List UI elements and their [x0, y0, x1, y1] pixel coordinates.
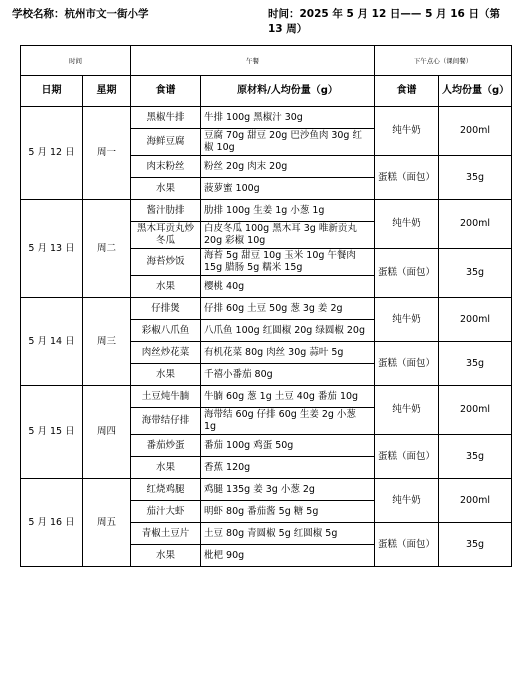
materials-cell: 土豆 80g 青圆椒 5g 红圆椒 5g: [201, 523, 375, 545]
snack-dish-cell: 纯牛奶: [375, 386, 439, 435]
period-label: 时间：: [268, 8, 300, 20]
snack-dish-cell: 纯牛奶: [375, 107, 439, 156]
materials-cell: 千禧小番茄 80g: [201, 364, 375, 386]
snack-amount-cell: 200ml: [439, 200, 512, 249]
dish-header: 食谱: [131, 76, 201, 107]
materials-cell: 仔排 60g 土豆 50g 葱 3g 姜 2g: [201, 298, 375, 320]
snack-dish-cell: 蛋糕（面包）: [375, 342, 439, 386]
snack-amount-cell: 35g: [439, 342, 512, 386]
materials-cell: 香蕉 120g: [201, 457, 375, 479]
snack-amount-cell: 200ml: [439, 386, 512, 435]
materials-cell: 明虾 80g 番茄酱 5g 糖 5g: [201, 501, 375, 523]
materials-cell: 菠萝蜜 100g: [201, 178, 375, 200]
dish-cell: 肉丝炒花菜: [131, 342, 201, 364]
dish-cell: 青椒土豆片: [131, 523, 201, 545]
date-cell: 5 月 14 日: [21, 298, 83, 386]
weekday-header: 星期: [83, 76, 131, 107]
school-label: 学校名称：: [12, 8, 65, 20]
dish-cell: 黑木耳贡丸炒冬瓜: [131, 222, 201, 249]
group-snack-header: 下午点心（课间餐）: [375, 46, 512, 76]
materials-cell: 枇杷 90g: [201, 545, 375, 567]
materials-cell: 鸡腿 135g 姜 3g 小葱 2g: [201, 479, 375, 501]
dish-cell: 酱汁肋排: [131, 200, 201, 222]
table-row: [21, 298, 512, 320]
dish-cell: 茄汁大虾: [131, 501, 201, 523]
period-value: 2025 年 5 月 12 日—— 5 月 16 日（第 13 周）: [268, 8, 500, 35]
weekday-cell: 周二: [83, 200, 131, 298]
snack-amount-cell: 200ml: [439, 107, 512, 156]
snack-dish-cell: 蛋糕（面包）: [375, 156, 439, 200]
snack-dish-cell: 蛋糕（面包）: [375, 523, 439, 567]
dish-cell: 番茄炒蛋: [131, 435, 201, 457]
dish-cell: 水果: [131, 457, 201, 479]
school-info: [12, 6, 149, 21]
snack-amount-cell: 35g: [439, 523, 512, 567]
dish-cell: 彩椒八爪鱼: [131, 320, 201, 342]
dish-cell: 红烧鸡腿: [131, 479, 201, 501]
date-cell: 5 月 16 日: [21, 479, 83, 567]
weekday-cell: 周一: [83, 107, 131, 200]
snack-dish-cell: 纯牛奶: [375, 200, 439, 249]
materials-cell: 有机花菜 80g 肉丝 30g 蒜叶 5g: [201, 342, 375, 364]
materials-cell: 牛排 100g 黑椒汁 30g: [201, 107, 375, 129]
dish-cell: 海带结仔排: [131, 408, 201, 435]
snack-amount-cell: 200ml: [439, 479, 512, 523]
dish-cell: 肉末粉丝: [131, 156, 201, 178]
dish-cell: 水果: [131, 178, 201, 200]
weekday-cell: 周三: [83, 298, 131, 386]
dish-cell: 仔排煲: [131, 298, 201, 320]
materials-cell: 白皮冬瓜 100g 黑木耳 3g 唯新贡丸 20g 彩椒 10g: [201, 222, 375, 249]
weekday-cell: 周五: [83, 479, 131, 567]
table-row: [21, 479, 512, 501]
materials-cell: 豆腐 70g 甜豆 20g 巴沙鱼肉 30g 红椒 10g: [201, 129, 375, 156]
dish-cell: 水果: [131, 364, 201, 386]
menu-table: [20, 45, 512, 567]
materials-cell: 牛腩 60g 葱 1g 土豆 40g 番茄 10g: [201, 386, 375, 408]
snack-dish-cell: 蛋糕（面包）: [375, 435, 439, 479]
date-cell: 5 月 15 日: [21, 386, 83, 479]
materials-cell: 海苔 5g 甜豆 10g 玉米 10g 午餐肉 15g 腊肠 5g 糯米 15g: [201, 249, 375, 276]
snack-amount-cell: 200ml: [439, 298, 512, 342]
materials-cell: 八爪鱼 100g 红圆椒 20g 绿圆椒 20g: [201, 320, 375, 342]
table-row: [21, 200, 512, 222]
snack-dish-header: 食谱: [375, 76, 439, 107]
dish-cell: 海鲜豆腐: [131, 129, 201, 156]
materials-cell: 海带结 60g 仔排 60g 生姜 2g 小葱 1g: [201, 408, 375, 435]
school-name: 杭州市文一街小学: [64, 8, 149, 20]
snack-amount-cell: 35g: [439, 435, 512, 479]
snack-amount-cell: 35g: [439, 249, 512, 298]
date-header: 日期: [21, 76, 83, 107]
materials-cell: 肋排 100g 生姜 1g 小葱 1g: [201, 200, 375, 222]
period-info: [268, 6, 511, 36]
group-lunch-header: 午餐: [131, 46, 375, 76]
date-cell: 5 月 13 日: [21, 200, 83, 298]
dish-cell: 水果: [131, 276, 201, 298]
weekday-cell: 周四: [83, 386, 131, 479]
dish-cell: 黑椒牛排: [131, 107, 201, 129]
dish-cell: 海苔炒饭: [131, 249, 201, 276]
table-row: [21, 107, 512, 129]
snack-dish-cell: 蛋糕（面包）: [375, 249, 439, 298]
table-row: [21, 386, 512, 408]
snack-dish-cell: 纯牛奶: [375, 479, 439, 523]
materials-cell: 樱桃 40g: [201, 276, 375, 298]
snack-amount-cell: 35g: [439, 156, 512, 200]
materials-cell: 番茄 100g 鸡蛋 50g: [201, 435, 375, 457]
dish-cell: 水果: [131, 545, 201, 567]
date-cell: 5 月 12 日: [21, 107, 83, 200]
snack-amount-header: 人均份量（g）: [439, 76, 512, 107]
menu-header: [12, 6, 511, 35]
dish-cell: 土豆炖牛腩: [131, 386, 201, 408]
materials-cell: 粉丝 20g 肉末 20g: [201, 156, 375, 178]
group-time-header: 时间: [21, 46, 131, 76]
materials-header: 原材料/人均份量（g）: [201, 76, 375, 107]
snack-dish-cell: 纯牛奶: [375, 298, 439, 342]
